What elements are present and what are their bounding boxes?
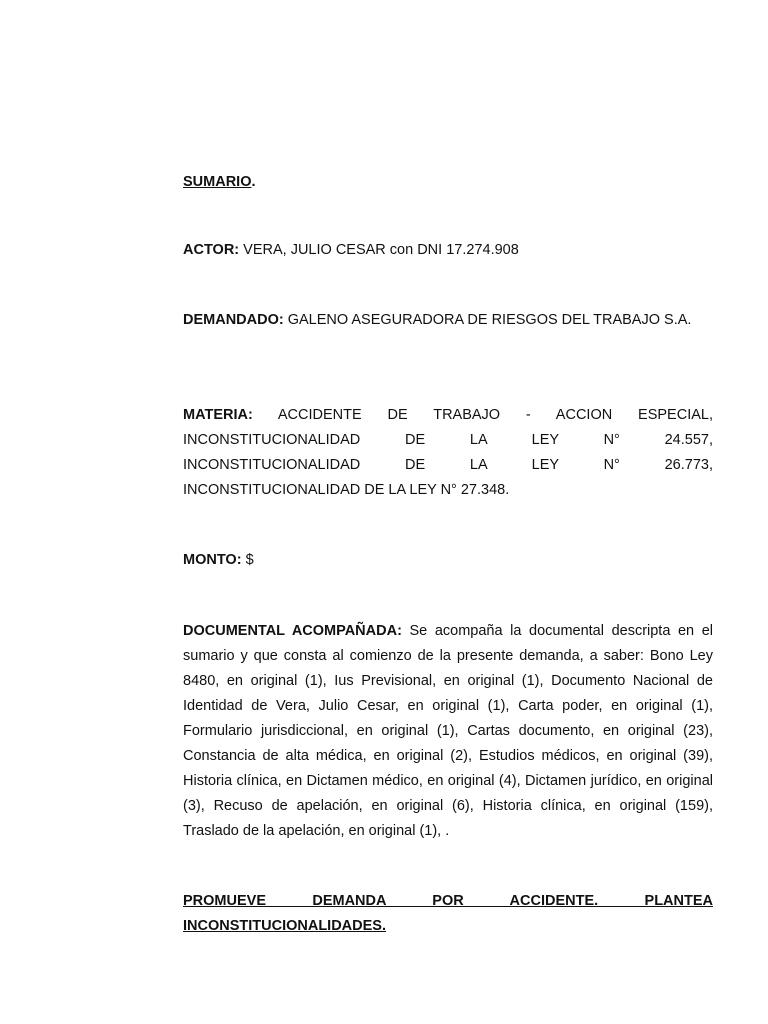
demandado-paragraph: [183, 308, 713, 333]
actor-line: [183, 238, 713, 263]
demandado-label: DEMANDADO:: [183, 312, 284, 328]
materia-line-4: INCONSTITUCIONALIDAD DE LA LEY N° 27.348.: [183, 482, 510, 498]
documental-paragraph: [183, 619, 713, 844]
promueve-line-1: PROMUEVE DEMANDA POR ACCIDENTE. PLANTEA: [183, 893, 713, 909]
materia-label: MATERIA:: [183, 407, 253, 423]
promueve-heading: [183, 889, 713, 939]
documental-label: DOCUMENTAL ACOMPAÑADA:: [183, 623, 402, 639]
materia-text-1: ACCIDENTE DE TRABAJO - ACCION ESPECIAL,: [277, 407, 713, 423]
actor-label: ACTOR:: [183, 242, 240, 258]
documental-value: Se acompaña la documental descripta en el sumario y que consta al comienzo de la presente demanda, a saber: Bono Ley 8480, en original (1), Ius Previsional, en original (1), Documento Nacional de Identidad de Vera, Julio Cesar, en original (1), Carta poder, en original (1), Formulario jurisdiccional, en original (1), Cartas documento, en original (23), Constancia de alta médica, en original (2), Estudios médicos, en original (39), Historia clínica, en Dictamen médico, en original (4), Dictamen jurídico, en original (3), Recuso de apelación, en original (6), Historia clínica, en original (159), Traslado de la apelación, en original (1), .: [183, 623, 713, 839]
summary-title: SUMARIO: [183, 174, 252, 190]
monto-label: MONTO:: [183, 552, 242, 568]
actor-value: VERA, JULIO CESAR con DNI 17.274.908: [243, 242, 519, 258]
monto-line: [183, 548, 713, 573]
summary-heading: [183, 170, 713, 195]
materia-line-3: INCONSTITUCIONALIDAD DE LA LEY N° 26.773,: [183, 457, 713, 473]
materia-paragraph: [183, 403, 713, 503]
monto-value: $: [245, 552, 254, 568]
demandado-value: GALENO ASEGURADORA DE RIESGOS DEL TRABAJO S.A.: [287, 312, 692, 328]
summary-period: .: [251, 174, 256, 190]
materia-line-1: [183, 403, 713, 428]
promueve-line-2: INCONSTITUCIONALIDADES.: [183, 918, 386, 934]
materia-line-2: INCONSTITUCIONALIDAD DE LA LEY N° 24.557,: [183, 432, 713, 448]
